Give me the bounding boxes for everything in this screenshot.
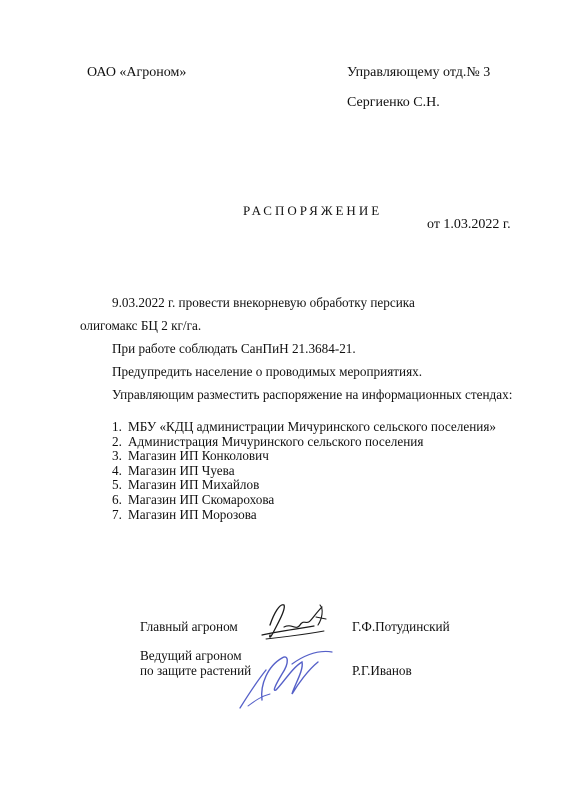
distribution-item-number: 5. [112, 477, 122, 493]
lead-agronomist-title-line1: Ведущий агроном [140, 648, 242, 663]
lead-agronomist-name: Р.Г.Иванов [352, 663, 412, 678]
lead-signature [232, 640, 342, 715]
distribution-item [112, 478, 496, 493]
distribution-item-text: Администрация Мичуринского сельского поселения [128, 433, 424, 449]
body-line-5: Управляющим разместить распоряжение на информационных стендах: [112, 387, 513, 402]
distribution-list [112, 420, 496, 522]
body-line-3: При работе соблюдать СанПиН 21.3684-21. [112, 341, 356, 356]
distribution-item [112, 449, 496, 464]
distribution-item-text: Магазин ИП Конколович [128, 448, 269, 464]
chief-agronomist-title: Главный агроном [140, 619, 238, 634]
distribution-item [112, 435, 496, 450]
distribution-item [112, 493, 496, 508]
lead-agronomist-title-line2: по защите растений [140, 663, 252, 678]
chief-agronomist-name: Г.Ф.Потудинский [352, 619, 450, 634]
document-date: от 1.03.2022 г. [427, 217, 511, 232]
distribution-item-text: Магазин ИП Михайлов [128, 477, 260, 493]
distribution-item-number: 2. [112, 433, 122, 449]
recipient-position: Управляющему отд.№ 3 [347, 65, 491, 80]
distribution-item [112, 420, 496, 435]
chief-signature [240, 595, 340, 645]
body-line-4: Предупредить население о проводимых мероприятиях. [112, 364, 423, 379]
distribution-item-number: 4. [112, 462, 122, 478]
distribution-item-number: 6. [112, 491, 122, 507]
distribution-item-text: Магазин ИП Скомарохова [128, 491, 275, 507]
organization-name: ОАО «Агроном» [87, 65, 187, 80]
distribution-item-text: Магазин ИП Морозова [128, 506, 257, 522]
distribution-item [112, 508, 496, 523]
distribution-item-number: 3. [112, 448, 122, 464]
distribution-item [112, 464, 496, 479]
document-title: РАСПОРЯЖЕНИЕ [243, 203, 383, 218]
distribution-item-number: 7. [112, 506, 122, 522]
distribution-item-number: 1. [112, 419, 122, 434]
distribution-item-text: МБУ «КДЦ администрации Мичуринского сельского поселения» [128, 419, 496, 434]
recipient-name: Сергиенко С.Н. [347, 95, 440, 110]
body-line-2: олигомакс БЦ 2 кг/га. [80, 318, 202, 333]
distribution-item-text: Магазин ИП Чуева [128, 462, 235, 478]
body-line-1: 9.03.2022 г. провести внекорневую обработку персика [112, 295, 415, 310]
